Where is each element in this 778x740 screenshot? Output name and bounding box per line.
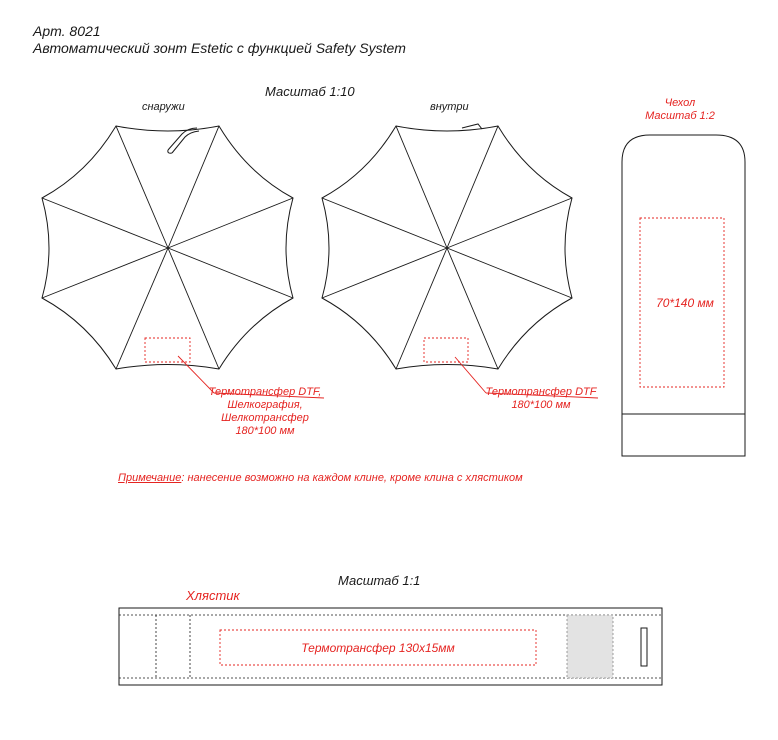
strap-title: Хлястик [186, 588, 240, 603]
umbrella-inside-drawing [322, 124, 598, 398]
print-spec-line: Термотрансфер DTF [485, 386, 597, 398]
scale-main-label: Масштаб 1:10 [265, 84, 355, 99]
umbrella-inside-print-area [424, 338, 468, 362]
print-spec-size: 180*100 мм [235, 425, 295, 437]
umbrella-outside-strap [168, 128, 199, 153]
umbrella-inside-strap [462, 124, 482, 129]
umbrella-inside-label: внутри [430, 101, 469, 113]
scale-strap-label: Масштаб 1:1 [338, 573, 421, 588]
umbrella-outside-print-spec [205, 386, 325, 438]
print-spec-line: Шелкография, [227, 399, 303, 411]
umbrella-outside-drawing [42, 126, 324, 398]
strap-print-spec: Термотрансфер 130x15мм [301, 641, 455, 655]
note [118, 472, 523, 484]
cover-title-line: Чехол [664, 97, 696, 109]
print-spec-line: Шелкотрансфер [221, 412, 309, 424]
umbrella-inside-print-spec [476, 386, 606, 412]
cover-title [630, 97, 730, 123]
umbrella-inside-ribs [322, 126, 572, 369]
print-spec-size: 180*100 мм [511, 399, 571, 411]
cover-print-size: 70*140 мм [656, 296, 714, 310]
cover-scale-line: Масштаб 1:2 [645, 110, 715, 122]
umbrella-outside-label: снаружи [142, 101, 185, 113]
note-text: : нанесение возможно на каждом клине, кроме клина с хлястиком [181, 472, 523, 484]
article-number: Арт. 8021 [33, 23, 101, 39]
print-spec-line: Термотрансфер DTF, [208, 386, 322, 398]
note-label: Примечание [118, 472, 182, 484]
strap-velcro-area [567, 615, 613, 678]
strap-snap-slot [641, 628, 647, 666]
umbrella-outside-ribs [42, 126, 293, 369]
product-title: Автоматический зонт Estetic с функцией Safety System [33, 40, 406, 56]
umbrella-outside-print-area [145, 338, 190, 362]
